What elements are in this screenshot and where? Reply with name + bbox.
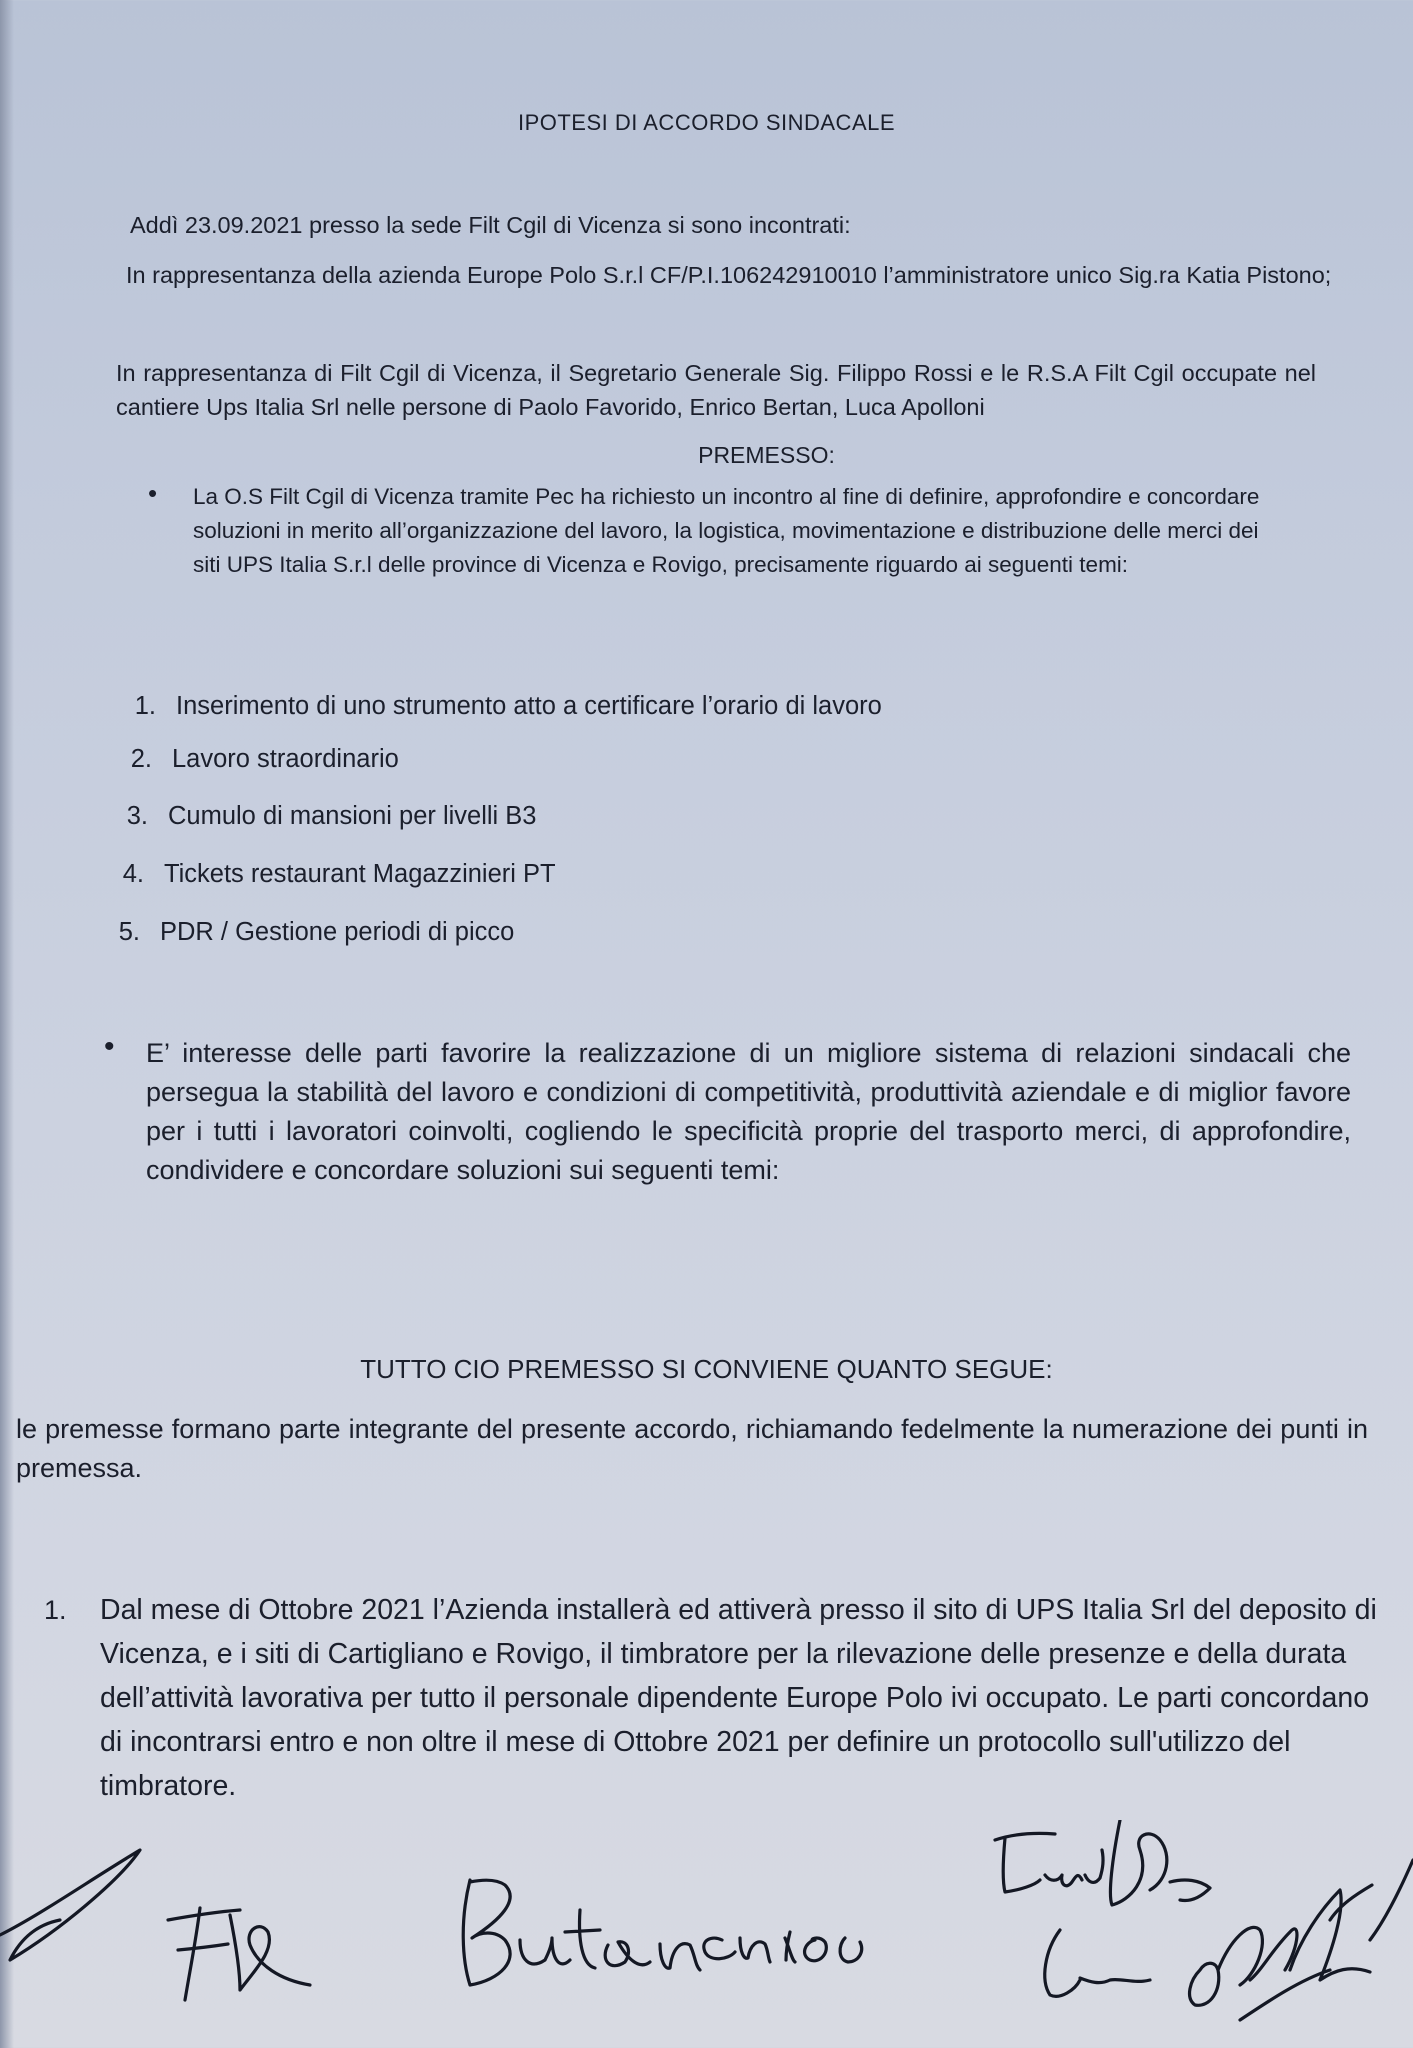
intro-company-line: In rappresentanza della azienda Europe Polo S.r.l CF/P.I.106242910010 l’amministratore unico Sig.ra Katia Pistono; xyxy=(126,262,1332,288)
premesso-item xyxy=(122,802,537,831)
signature-4 xyxy=(704,1932,862,1962)
page-edge-shadow xyxy=(0,0,14,2048)
item-number: 3. xyxy=(126,802,148,830)
item-number: 5. xyxy=(118,918,140,946)
intro-date-line: Addì 23.09.2021 presso la sede Filt Cgil di Vicenza si sono incontrati: xyxy=(130,212,851,238)
agreement-point-1 xyxy=(44,1588,1385,1808)
premesso-item xyxy=(126,745,399,774)
item-text: Lavoro straordinario xyxy=(172,745,399,773)
premesso-item xyxy=(118,860,556,889)
item-text: Inserimento di uno strumento atto a certificare l’orario di lavoro xyxy=(176,692,882,720)
item-text: Cumulo di mansioni per livelli B3 xyxy=(168,802,537,830)
convenzione-heading: TUTTO CIO PREMESSO SI CONVIENE QUANTO SEGUE: xyxy=(360,1354,1053,1384)
item-number: 4. xyxy=(122,860,144,888)
signature-3 xyxy=(463,1880,700,1985)
point-text: Dal mese di Ottobre 2021 l’Azienda installerà ed attiverà presso il sito di UPS Italia Srl del deposito di Vicenza, e i siti di Cartigliano e Rovigo, il timbratore per la rilevazione delle presenze e della durata dell’attività lavorativa per tutto il personale dipendente Europe Polo ivi occupato. Le parti concordano di incontrarsi entro e non oltre il mese di Ottobre 2021 per definire un protocollo sull'utilizzo del timbratore. xyxy=(100,1594,1377,1802)
premesso-item xyxy=(130,692,882,721)
premesso-bullet-1: La O.S Filt Cgil di Vicenza tramite Pec ha richiesto un incontro al fine di definire, approfondire e concordare soluzioni in merito all’organizzazione del lavoro, la logistica, movimentazione e distribuzione delle merci dei siti UPS Italia S.r.l delle province di Vicenza e Rovigo, precisamente riguardo ai seguenti temi: xyxy=(193,484,1260,577)
bullet-marker: • xyxy=(104,1030,115,1063)
premesso-heading: PREMESSO: xyxy=(698,442,835,468)
document-title: IPOTESI DI ACCORDO SINDACALE xyxy=(517,110,896,135)
item-number: 1. xyxy=(134,692,156,720)
bullet-marker: • xyxy=(148,478,158,508)
item-text: PDR / Gestione periodi di picco xyxy=(160,918,515,946)
signatures-area xyxy=(0,1820,1413,2048)
premesso-item xyxy=(114,918,514,947)
signature-1 xyxy=(0,1850,140,1960)
premesso-bullet-2: E’ interesse delle parti favorire la realizzazione di un migliore sistema di relazioni sindacali che persegua la stabilità del lavoro e condizioni di competitività, produttività aziendale e di miglior favore per i tutti i lavoratori coinvolti, cogliendo le specificità proprie del trasporto merci, di approfondire, condividere e concordare soluzioni sui seguenti temi: xyxy=(146,1038,1351,1185)
signature-5 xyxy=(995,1820,1210,1905)
convenzione-text: le premesse formano parte integrante del presente accordo, richiamando fedelmente la numerazione dei punti in premessa. xyxy=(16,1414,1368,1483)
item-text: Tickets restaurant Magazzinieri PT xyxy=(164,860,556,888)
point-number: 1. xyxy=(44,1595,67,1625)
signature-2 xyxy=(168,1908,310,2000)
signature-6 xyxy=(1045,1860,1413,2020)
item-number: 2. xyxy=(130,745,152,773)
intro-union-line: In rappresentanza di Filt Cgil di Vicenza, il Segretario Generale Sig. Filippo Rossi e le R.S.A Filt Cgil occupate nel cantiere Ups Italia Srl nelle persone di Paolo Favorido, Enrico Bertan, Luca Apolloni xyxy=(116,360,1316,420)
